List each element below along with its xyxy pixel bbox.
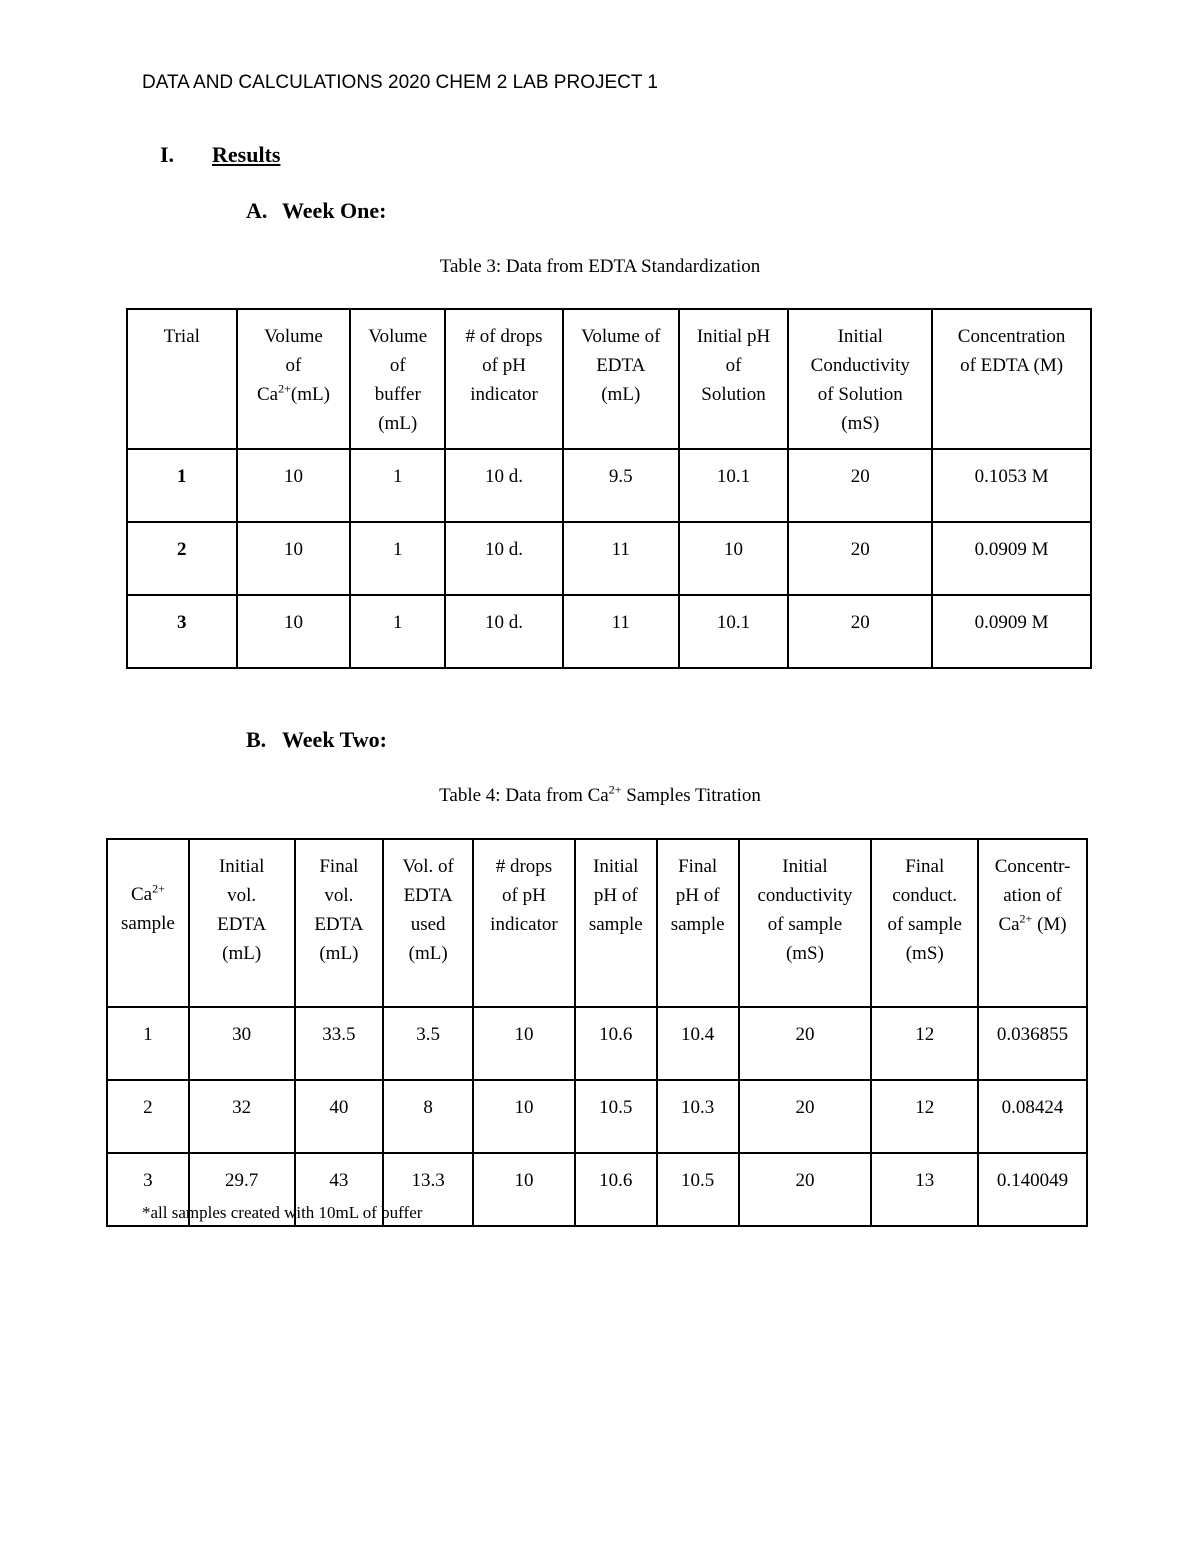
section-title: Results — [212, 142, 281, 167]
t4-header-initial-conductivity: Initial conductivity of sample (mS) — [739, 839, 872, 1007]
t3-header-volume-ca: Volume of $Ca^{2+}(mL)$ — [237, 309, 351, 449]
t4-header-concentration-ca: Concentr- ation of $Ca^{2+}$ (M) — [978, 839, 1087, 1007]
table4-caption — [0, 782, 1200, 807]
t3-header-initial-ph: Initial pH of Solution — [679, 309, 789, 449]
table-cell: 30 — [189, 1007, 295, 1080]
table-cell: 10.5 — [657, 1153, 739, 1226]
table-cell: 9.5 — [563, 449, 679, 522]
table-cell: 1 — [350, 595, 445, 668]
table-cell: 10 d. — [445, 595, 563, 668]
table-cell: 10.3 — [657, 1080, 739, 1153]
table-row — [127, 449, 1091, 522]
table-cell: 20 — [739, 1153, 872, 1226]
table4-body — [107, 1007, 1087, 1226]
table-cell: 10.6 — [575, 1007, 657, 1080]
section-heading — [160, 142, 280, 168]
table3-caption: Table 3: Data from EDTA Standardization — [439, 256, 761, 277]
table-cell: 10.1 — [679, 449, 789, 522]
table-cell: 1 — [350, 522, 445, 595]
table-cell: 2 — [107, 1080, 189, 1153]
table-cell: 10 d. — [445, 449, 563, 522]
table4-ca-samples-titration — [106, 838, 1088, 1227]
table-cell: 10 — [473, 1080, 575, 1153]
week-two-number: B. — [246, 727, 267, 752]
table-cell: 32 — [189, 1080, 295, 1153]
table-row — [127, 595, 1091, 668]
table-cell: 0.08424 — [978, 1080, 1087, 1153]
week-one-heading — [246, 198, 387, 224]
table-cell: 20 — [739, 1080, 872, 1153]
table-cell: 1 — [107, 1007, 189, 1080]
table-cell: 33.5 — [295, 1007, 384, 1080]
t4-header-final-ph: Final pH of sample — [657, 839, 739, 1007]
document-header: DATA AND CALCULATIONS 2020 CHEM 2 LAB PROJECT 1 — [142, 72, 658, 93]
table-cell: 0.0909 M — [932, 595, 1091, 668]
table-cell: 0.036855 — [978, 1007, 1087, 1080]
table-cell: 12 — [871, 1080, 978, 1153]
table-cell: 1 — [127, 449, 237, 522]
table4-caption-post: Samples Titration — [621, 785, 761, 806]
table-cell: 29.7 — [189, 1153, 295, 1226]
table-cell: 20 — [788, 595, 932, 668]
table3-header-row — [127, 309, 1091, 449]
table-cell: 8 — [383, 1080, 473, 1153]
table-cell: 13 — [871, 1153, 978, 1226]
week-two-heading — [246, 727, 387, 753]
table-cell: 3.5 — [383, 1007, 473, 1080]
t4-header-final-conductivity: Final conduct. of sample (mS) — [871, 839, 978, 1007]
t4-header-vol-used: Vol. of EDTA used (mL) — [383, 839, 473, 1007]
table-cell: 43 — [295, 1153, 384, 1226]
table-cell: 11 — [563, 522, 679, 595]
table-cell: 10 — [473, 1007, 575, 1080]
table3-edta-standardization — [126, 308, 1092, 669]
t3-header-volume-buffer: Volume of buffer (mL) — [350, 309, 445, 449]
table-cell: 10 — [237, 595, 351, 668]
table-cell: 3 — [107, 1153, 189, 1226]
t3-header-trial: Trial — [127, 309, 237, 449]
table-cell: 10 d. — [445, 522, 563, 595]
t4-header-initial-vol: Initial vol. EDTA (mL) — [189, 839, 295, 1007]
table-cell: 0.140049 — [978, 1153, 1087, 1226]
table-cell: 0.1053 M — [932, 449, 1091, 522]
table-cell: 20 — [788, 522, 932, 595]
t3-header-drops-indicator: # of drops of pH indicator — [445, 309, 563, 449]
table4-caption-pre: Table 4: Data from Ca — [439, 785, 609, 806]
table4-footnote: *all samples created with 10mL of buffer — [142, 1203, 423, 1222]
table-row — [107, 1007, 1087, 1080]
t4-header-final-vol: Final vol. EDTA (mL) — [295, 839, 384, 1007]
t3-header-volume-edta: Volume of EDTA (mL) — [563, 309, 679, 449]
table-cell: 10 — [679, 522, 789, 595]
table-cell: 10.4 — [657, 1007, 739, 1080]
table-cell: 40 — [295, 1080, 384, 1153]
table-cell: 10.6 — [575, 1153, 657, 1226]
t4-header-drops-indicator: # drops of pH indicator — [473, 839, 575, 1007]
table-cell: 1 — [350, 449, 445, 522]
table-cell: 10.5 — [575, 1080, 657, 1153]
week-one-number: A. — [246, 198, 268, 223]
t3-header-initial-conductivity: Initial Conductivity of Solution (mS) — [788, 309, 932, 449]
table-cell: 10 — [473, 1153, 575, 1226]
table-cell: 12 — [871, 1007, 978, 1080]
table-cell: 11 — [563, 595, 679, 668]
table3-body — [127, 449, 1091, 668]
table-cell: 2 — [127, 522, 237, 595]
week-two-title: Week Two: — [282, 727, 387, 752]
table4-caption-sup: 2+ — [608, 782, 622, 797]
table-cell: 10 — [237, 449, 351, 522]
table-cell: 20 — [788, 449, 932, 522]
table-row — [127, 522, 1091, 595]
table-cell: 0.0909 M — [932, 522, 1091, 595]
t4-header-initial-ph: Initial pH of sample — [575, 839, 657, 1007]
section-number: I. — [160, 142, 175, 167]
table4-header-row — [107, 839, 1087, 1007]
t3-header-concentration-edta: Concentration of EDTA (M) — [932, 309, 1091, 449]
t4-header-sample: $Ca^{2+}$ sample — [107, 839, 189, 1007]
table-cell: 10.1 — [679, 595, 789, 668]
table-cell: 10 — [237, 522, 351, 595]
table-cell: 3 — [127, 595, 237, 668]
table-cell: 13.3 — [383, 1153, 473, 1226]
week-one-title: Week One: — [282, 198, 387, 223]
table-row — [107, 1080, 1087, 1153]
table-cell: 20 — [739, 1007, 872, 1080]
